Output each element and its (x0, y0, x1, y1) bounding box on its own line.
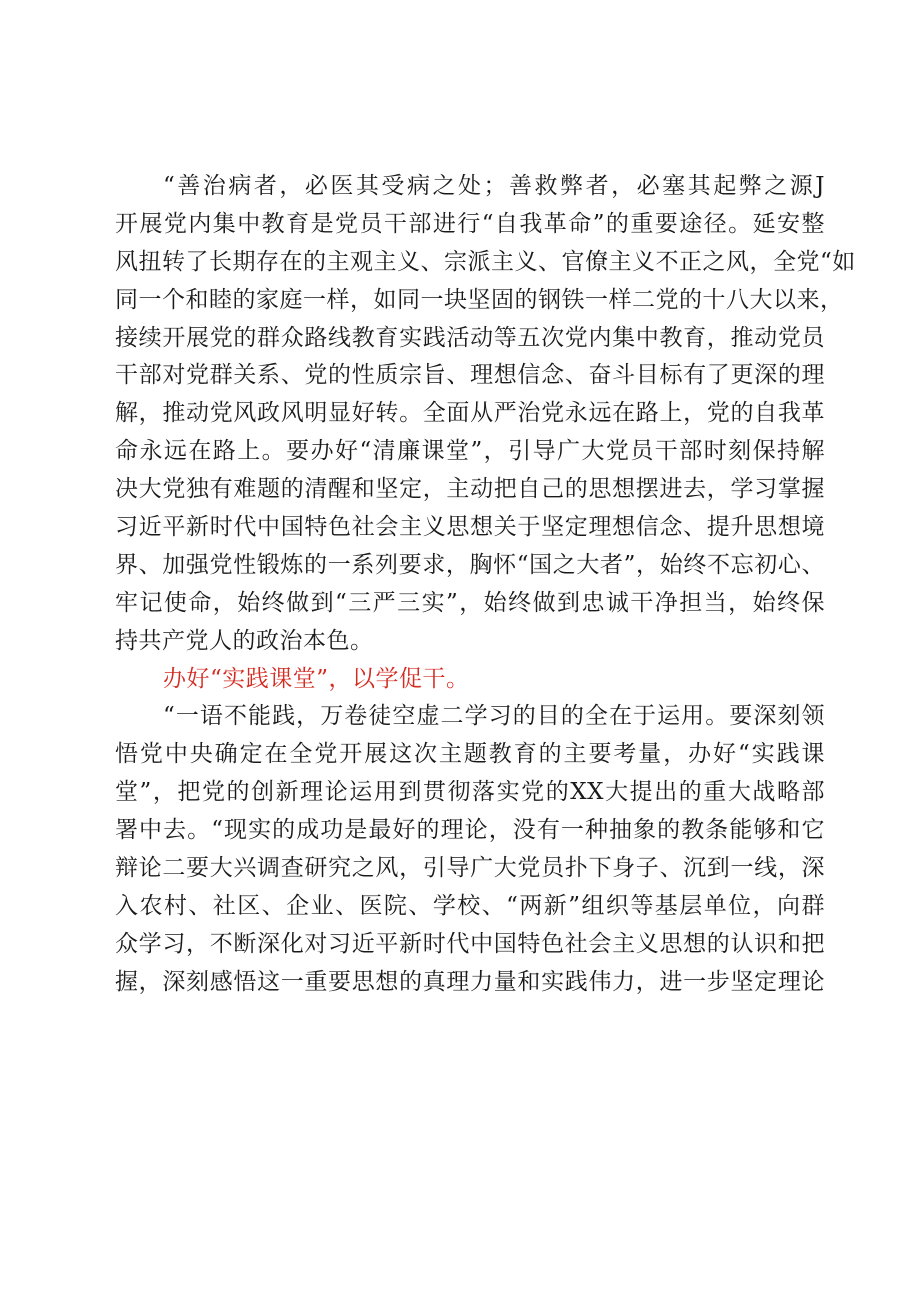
paragraph-line: “一语不能践，万卷徒空虚二学习的目的全在于运用。要深刻领 (163, 703, 825, 730)
paragraph-line: 悟党中央确定在全党开展这次主题教育的主要考量，办好“实践课 (115, 741, 825, 768)
section-heading: 办好“实践课堂”，以学促干。 (163, 665, 470, 692)
paragraph-line: 握，深刻感悟这一重要思想的真理力量和实践伟力，进一步坚定理论 (115, 968, 825, 995)
paragraph-line: 干部对党群关系、党的性质宗旨、理想信念、奋斗目标有了更深的理 (115, 362, 825, 389)
paragraph-line: 风扭转了长期存在的主观主义、宗派主义、官僚主义不正之风，全党“如 (115, 248, 856, 275)
paragraph-line: 持共产党人的政治本色。 (115, 627, 374, 654)
paragraph-line: 接续开展党的群众路线教育实践活动等五次党内集中教育，推动党员 (115, 324, 825, 351)
paragraph-line: “善治病者，必医其受病之处；善救弊者，必塞其起弊之源J (163, 173, 825, 199)
paragraph-line: 署中去。“现实的成功是最好的理论，没有一种抽象的教条能够和它 (115, 817, 825, 844)
paragraph-line: 开展党内集中教育是党员干部进行“自我革命”的重要途径。延安整 (115, 210, 825, 237)
paragraph-line: 解，推动党风政风明显好转。全面从严治党永远在路上，党的自我革 (115, 400, 825, 427)
paragraph-line: 同一个和睦的家庭一样，如同一块坚固的钢铁一样二党的十八大以来， (115, 286, 844, 313)
paragraph-line: 入农村、社区、企业、医院、学校、“两新”组织等基层单位，向群 (115, 892, 825, 919)
paragraph-line: 辩论二要大兴调查研究之风，引导广大党员扑下身子、沉到一线，深 (115, 855, 825, 882)
paragraph-line: 牢记使命，始终做到“三严三实”，始终做到忠诚干净担当，始终保 (115, 589, 825, 616)
paragraph-line: 决大党独有难题的清醒和坚定，主动把自己的思想摆进去，学习掌握 (115, 476, 825, 503)
paragraph-line: 习近平新时代中国特色社会主义思想关于坚定理想信念、提升思想境 (115, 514, 825, 541)
document-body (115, 168, 856, 1002)
paragraph-practice-classroom (115, 698, 825, 1001)
paragraph-line: 众学习，不断深化对习近平新时代中国特色社会主义思想的认识和把 (115, 930, 825, 957)
paragraph-clean-classroom (115, 168, 856, 661)
paragraph-line: 堂”，把党的创新理论运用到贯彻落实党的XX大提出的重大战略部 (115, 779, 825, 806)
paragraph-line: 界、加强党性锻炼的一系列要求，胸怀“国之大者”，始终不忘初心、 (115, 551, 825, 578)
paragraph-line: 命永远在路上。要办好“清廉课堂”，引导广大党员干部时刻保持解 (115, 438, 825, 465)
